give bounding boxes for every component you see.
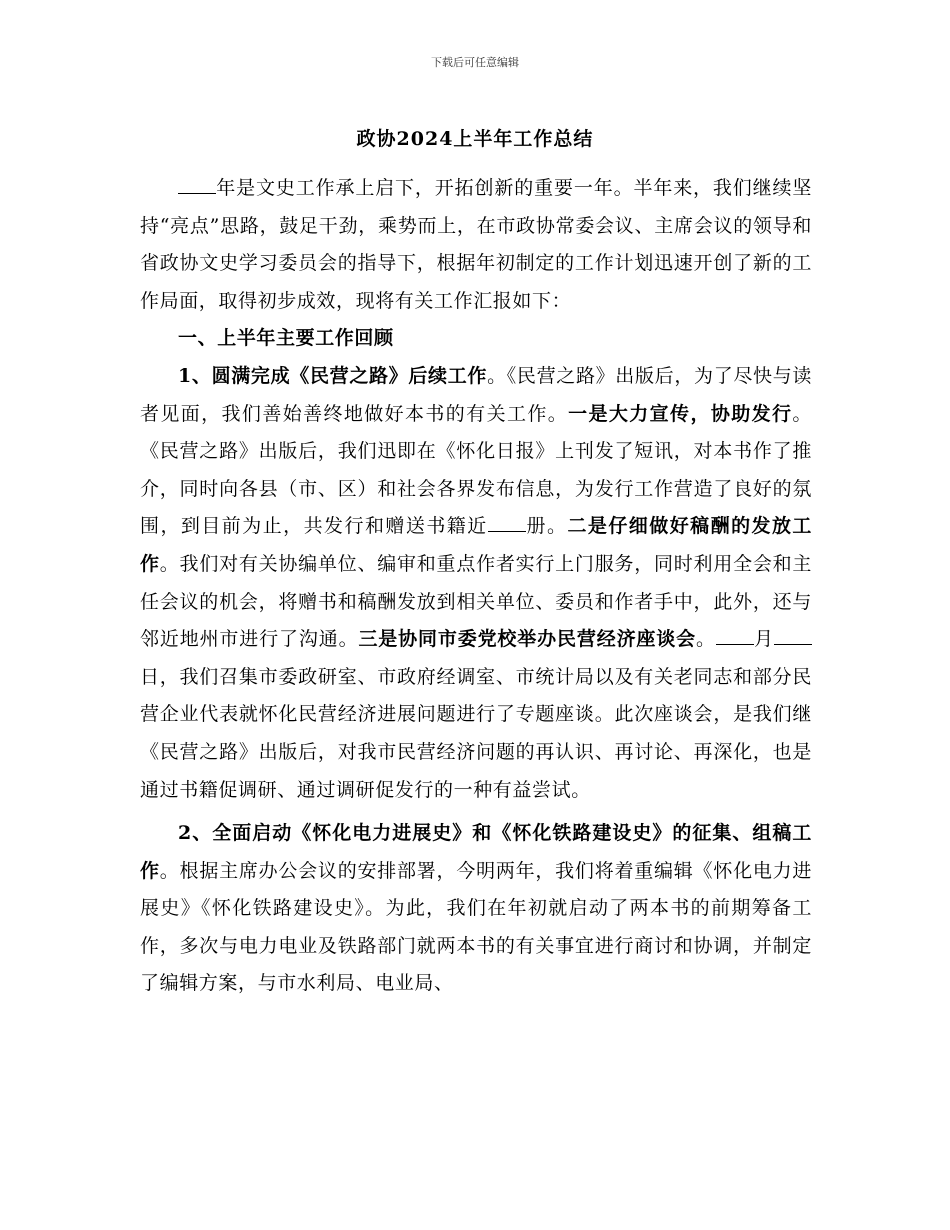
page-title: 政协2024上半年工作总结 xyxy=(356,128,594,150)
blank-field xyxy=(716,624,754,645)
section-heading: 一、上半年主要工作回顾 xyxy=(178,327,394,350)
item-2-heading: 2、全面启动《怀化电力进展史》和《怀化铁路建设史》的征集、组稿工作 xyxy=(140,822,812,882)
item-1-heading: 1、圆满完成《民营之路》后续工作 xyxy=(178,364,488,387)
header-note: 下载后可任意编辑 xyxy=(431,56,519,69)
intro-text: 年是文史工作承上启下，开拓创新的重要一年。半年来，我们继续坚持“亮点”思路，鼓足干劲，乘势而上，在市政协常委会议、主席会议的领导和省政协文史学习委员会的指导下，根据年初制定的工作计划迅速开创了新的工作局面，取得初步成效，现将有关工作汇报如下： xyxy=(140,177,812,312)
body-text: 。《民营之路》出版后，为了尽快与读者见面，我们善始善终地做好本书的有关工作。 xyxy=(140,364,812,425)
blank-field xyxy=(774,624,812,645)
document-body xyxy=(140,170,812,1003)
body-text: 。根据主席办公会议的安排部署，今明两年，我们将着重编辑《怀化电力进展史》《怀化铁路建设史》。为此，我们在年初就启动了两本书的前期筹备工作，多次与电力电业及铁路部门就两本书的有关事宜进行商讨和协调，并制定了编辑方案，与市水利局、电业局、 xyxy=(140,859,812,995)
body-text: 册。 xyxy=(525,515,568,538)
item-1-point-1: 一是大力宣传，协助发行 xyxy=(568,402,793,425)
body-text: 月 xyxy=(753,628,774,651)
body-text: 。我们对有关协编单位、编审和重点作者实行上门服务，同时利用全会和主任会议的机会，将赠书和稿酬发放到相关单位、委员和作者手中，此外，还与邻近地州市进行了沟通。 xyxy=(140,552,812,651)
body-text: 日，我们召集市委政研室、市政府经调室、市统计局以及有关老同志和部分民营企业代表就怀化民营经济进展问题进行了专题座谈。此次座谈会，是我们继《民营之路》出版后，对我市民营经济问题的再认识、再讨论、再深化，也是通过书籍促调研、通过调研促发行的一种有益尝试。 xyxy=(140,665,812,801)
item-2-paragraph xyxy=(140,815,812,1003)
body-text: 。 xyxy=(696,628,716,651)
item-1-point-3: 三是协同市委党校举办民营经济座谈会 xyxy=(358,628,697,651)
item-1-paragraph xyxy=(140,358,812,809)
blank-field xyxy=(488,511,526,532)
intro-paragraph xyxy=(140,170,812,320)
item-1-point-2: 二是仔细做好稿酬的发放工作 xyxy=(140,515,813,575)
blank-field xyxy=(178,173,216,194)
body-text: 。《民营之路》出版后，我们迅即在《怀化日报》上刊发了短讯，对本书作了推介，同时向各县（市、区）和社会各界发布信息，为发行工作营造了良好的氛围，到目前为止，共发行和赠送书籍近 xyxy=(140,402,812,538)
